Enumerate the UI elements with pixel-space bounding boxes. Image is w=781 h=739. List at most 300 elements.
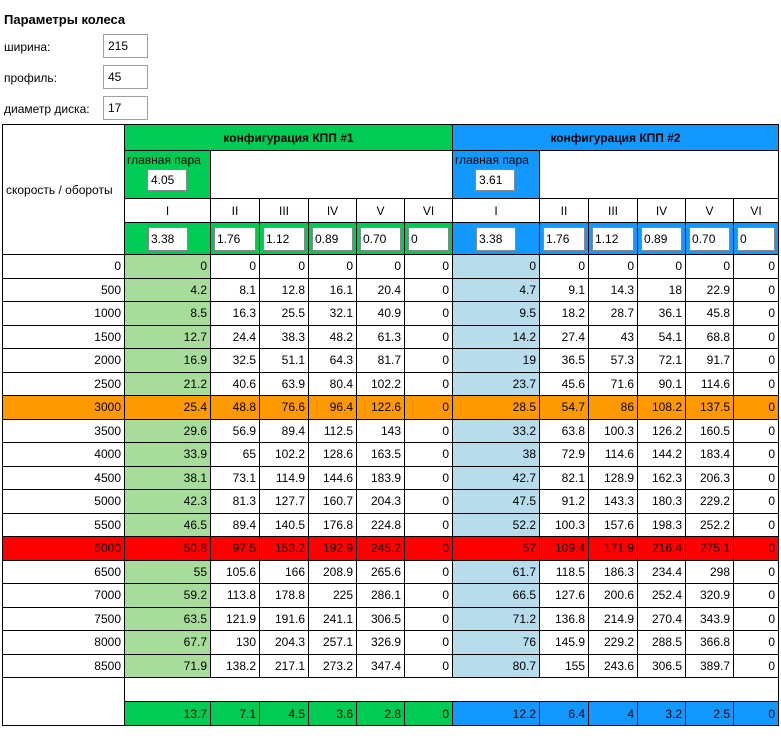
speed-cell: 4.2 xyxy=(125,278,211,302)
result-cell: 12.2 xyxy=(453,702,540,726)
speed-cell: 23.7 xyxy=(453,372,540,396)
speed-cell: 216.4 xyxy=(638,537,686,561)
result-cell: 2.5 xyxy=(686,702,734,726)
config1-blank xyxy=(211,151,453,199)
config2-gear-cell-6 xyxy=(734,223,779,255)
wheel-params-panel xyxy=(0,0,781,124)
speed-cell: 347.4 xyxy=(357,654,405,678)
speed-cell: 36.5 xyxy=(540,349,589,373)
table-row xyxy=(3,349,779,373)
speed-cell: 0 xyxy=(734,513,779,537)
speed-cell: 157.6 xyxy=(589,513,638,537)
speed-cell: 0 xyxy=(405,443,453,467)
speed-cell: 0 xyxy=(734,466,779,490)
result-cell: 0 xyxy=(405,702,453,726)
table-row xyxy=(3,584,779,608)
speed-cell: 0 xyxy=(734,372,779,396)
speed-cell: 91.2 xyxy=(540,490,589,514)
config2-title: конфигурация КПП #2 xyxy=(453,125,779,151)
speed-cell: 91.7 xyxy=(686,349,734,373)
speed-cell: 0 xyxy=(211,255,260,279)
speed-cell: 47.5 xyxy=(453,490,540,514)
speed-table xyxy=(2,124,779,726)
config1-gear-input-1[interactable] xyxy=(148,227,188,251)
rpm-cell: 2500 xyxy=(3,372,125,396)
speed-cell: 76.6 xyxy=(260,396,309,420)
speed-cell: 162.3 xyxy=(638,466,686,490)
speed-cell: 275.1 xyxy=(686,537,734,561)
speed-cell: 68.8 xyxy=(686,325,734,349)
speed-cell: 14.3 xyxy=(589,278,638,302)
config2-main-pair-input[interactable] xyxy=(475,169,515,191)
config2-gear-cell-4 xyxy=(638,223,686,255)
config2-gear-cell-5 xyxy=(686,223,734,255)
config1-gear-cell-1 xyxy=(125,223,211,255)
config2-gear-cell-1 xyxy=(453,223,540,255)
table-row xyxy=(3,537,779,561)
speed-cell: 0 xyxy=(734,396,779,420)
speed-cell: 144.2 xyxy=(638,443,686,467)
wheel-params-title: Параметры колеса xyxy=(4,12,126,27)
speed-cell: 40.6 xyxy=(211,372,260,396)
speed-cell: 109.4 xyxy=(540,537,589,561)
speed-cell: 48.2 xyxy=(309,325,357,349)
speed-cell: 63.5 xyxy=(125,607,211,631)
speed-cell: 9.5 xyxy=(453,302,540,326)
result-cell: 0 xyxy=(734,702,779,726)
width-input[interactable] xyxy=(103,34,148,58)
config2-blank xyxy=(540,151,779,199)
rpm-cell: 4000 xyxy=(3,443,125,467)
speed-cell: 54.1 xyxy=(638,325,686,349)
speed-cell: 16.3 xyxy=(211,302,260,326)
result-cell: 7.1 xyxy=(211,702,260,726)
speed-cell: 366.8 xyxy=(686,631,734,655)
speed-cell: 42.7 xyxy=(453,466,540,490)
speed-cell: 32.1 xyxy=(309,302,357,326)
speed-cell: 0 xyxy=(405,419,453,443)
speed-cell: 136.8 xyxy=(540,607,589,631)
diameter-input[interactable] xyxy=(103,96,148,120)
speed-cell: 0 xyxy=(405,537,453,561)
speed-cell: 204.3 xyxy=(357,490,405,514)
speed-cell: 33.9 xyxy=(125,443,211,467)
config1-gear-label-1: I xyxy=(125,199,211,223)
speed-cell: 183.9 xyxy=(357,466,405,490)
rpm-cell: 8000 xyxy=(3,631,125,655)
speed-cell: 155 xyxy=(540,654,589,678)
config2-gear-input-6[interactable] xyxy=(737,227,775,251)
speed-cell: 224.8 xyxy=(357,513,405,537)
speed-cell: 306.5 xyxy=(357,607,405,631)
config2-gear-label-3: III xyxy=(589,199,638,223)
rpm-cell: 2000 xyxy=(3,349,125,373)
speed-cell: 183.4 xyxy=(686,443,734,467)
speed-cell: 0 xyxy=(405,607,453,631)
spacer-fill xyxy=(125,678,779,702)
speed-cell: 214.9 xyxy=(589,607,638,631)
speed-cell: 229.2 xyxy=(686,490,734,514)
speed-cell: 100.3 xyxy=(589,419,638,443)
speed-cell: 234.4 xyxy=(638,560,686,584)
speed-cell: 18.2 xyxy=(540,302,589,326)
speed-cell: 72.9 xyxy=(540,443,589,467)
speed-cell: 0 xyxy=(405,490,453,514)
speed-cell: 0 xyxy=(405,325,453,349)
config2-gear-input-2[interactable] xyxy=(543,227,585,251)
rpm-cell: 0 xyxy=(3,255,125,279)
profile-input[interactable] xyxy=(103,65,148,89)
config2-gear-label-5: V xyxy=(686,199,734,223)
speed-cell: 42.3 xyxy=(125,490,211,514)
rpm-cell: 5000 xyxy=(3,490,125,514)
speed-cell: 89.4 xyxy=(211,513,260,537)
speed-cell: 145.9 xyxy=(540,631,589,655)
speed-cell: 0 xyxy=(638,255,686,279)
speed-cell: 389.7 xyxy=(686,654,734,678)
speed-cell: 257.1 xyxy=(309,631,357,655)
speed-cell: 81.3 xyxy=(211,490,260,514)
config1-gear-cell-3 xyxy=(260,223,309,255)
config1-gear-cell-4 xyxy=(309,223,357,255)
speed-cell: 27.4 xyxy=(540,325,589,349)
rpm-cell: 500 xyxy=(3,278,125,302)
config1-gear-cell-2 xyxy=(211,223,260,255)
speed-cell: 0 xyxy=(734,560,779,584)
result-cell: 6.4 xyxy=(540,702,589,726)
result-cell: 4 xyxy=(589,702,638,726)
speed-cell: 96.4 xyxy=(309,396,357,420)
speed-cell: 33.2 xyxy=(453,419,540,443)
speed-cell: 18 xyxy=(638,278,686,302)
speed-cell: 0 xyxy=(405,560,453,584)
speed-cell: 73.1 xyxy=(211,466,260,490)
speed-cell: 28.7 xyxy=(589,302,638,326)
speed-cell: 138.2 xyxy=(211,654,260,678)
speed-cell: 59.2 xyxy=(125,584,211,608)
speed-cell: 198.3 xyxy=(638,513,686,537)
speed-cell: 241.1 xyxy=(309,607,357,631)
speed-cell: 192.9 xyxy=(309,537,357,561)
config2-gear-label-4: IV xyxy=(638,199,686,223)
speed-cell: 229.2 xyxy=(589,631,638,655)
speed-cell: 86 xyxy=(589,396,638,420)
config1-title: конфигурация КПП #1 xyxy=(125,125,453,151)
table-row xyxy=(3,654,779,678)
speed-cell: 143 xyxy=(357,419,405,443)
config1-gear-input-2[interactable] xyxy=(214,227,256,251)
speed-cell: 0 xyxy=(453,255,540,279)
speed-cell: 0 xyxy=(260,255,309,279)
speed-cell: 63.8 xyxy=(540,419,589,443)
speed-cell: 118.5 xyxy=(540,560,589,584)
result-cell: 3.2 xyxy=(638,702,686,726)
rpm-cell: 6000 xyxy=(3,537,125,561)
speed-cell: 306.5 xyxy=(638,654,686,678)
speed-cell: 64.3 xyxy=(309,349,357,373)
speed-cell: 0 xyxy=(405,584,453,608)
speed-cell: 108.2 xyxy=(638,396,686,420)
speed-cell: 36.1 xyxy=(638,302,686,326)
speed-cell: 206.3 xyxy=(686,466,734,490)
speed-cell: 25.5 xyxy=(260,302,309,326)
table-row xyxy=(3,325,779,349)
speed-cell: 28.5 xyxy=(453,396,540,420)
speed-cell: 273.2 xyxy=(309,654,357,678)
speed-cell: 121.9 xyxy=(211,607,260,631)
speed-cell: 0 xyxy=(405,372,453,396)
speed-cell: 61.3 xyxy=(357,325,405,349)
speed-cell: 265.6 xyxy=(357,560,405,584)
speed-cell: 100.3 xyxy=(540,513,589,537)
speed-cell: 0 xyxy=(734,255,779,279)
speed-cell: 38.3 xyxy=(260,325,309,349)
speed-cell: 128.6 xyxy=(309,443,357,467)
speed-cell: 12.7 xyxy=(125,325,211,349)
speed-cell: 22.9 xyxy=(686,278,734,302)
table-row xyxy=(3,302,779,326)
speed-cell: 0 xyxy=(734,584,779,608)
config2-main-pair-cell xyxy=(453,151,540,199)
speed-cell: 105.6 xyxy=(211,560,260,584)
speed-cell: 113.8 xyxy=(211,584,260,608)
speed-cell: 153.2 xyxy=(260,537,309,561)
speed-cell: 0 xyxy=(734,325,779,349)
speed-cell: 45.8 xyxy=(686,302,734,326)
speed-cell: 57 xyxy=(453,537,540,561)
speed-cell: 0 xyxy=(734,490,779,514)
speed-cell: 0 xyxy=(734,278,779,302)
speed-cell: 144.6 xyxy=(309,466,357,490)
speed-cell: 126.2 xyxy=(638,419,686,443)
speed-cell: 0 xyxy=(734,537,779,561)
speed-cell: 128.9 xyxy=(589,466,638,490)
speed-cell: 63.9 xyxy=(260,372,309,396)
speed-cell: 114.6 xyxy=(686,372,734,396)
speed-cell: 71.9 xyxy=(125,654,211,678)
config2-gear-cell-2 xyxy=(540,223,589,255)
config1-gear-input-4[interactable] xyxy=(312,227,353,251)
speed-cell: 0 xyxy=(405,255,453,279)
speed-cell: 48.8 xyxy=(211,396,260,420)
speed-cell: 191.6 xyxy=(260,607,309,631)
config2-gear-input-3[interactable] xyxy=(592,227,634,251)
config1-main-pair-label: главная пара xyxy=(127,153,201,167)
speed-cell: 38 xyxy=(453,443,540,467)
speed-cell: 71.6 xyxy=(589,372,638,396)
rpm-cell: 8500 xyxy=(3,654,125,678)
config1-gear-label-3: III xyxy=(260,199,309,223)
result-cell: 4.5 xyxy=(260,702,309,726)
speed-cell: 43 xyxy=(589,325,638,349)
speed-cell: 55 xyxy=(125,560,211,584)
config2-gear-input-5[interactable] xyxy=(689,227,730,251)
speed-cell: 89.4 xyxy=(260,419,309,443)
speed-cell: 0 xyxy=(405,278,453,302)
speed-cell: 61.7 xyxy=(453,560,540,584)
speed-cell: 326.9 xyxy=(357,631,405,655)
speed-cell: 114.6 xyxy=(589,443,638,467)
speed-cell: 32.5 xyxy=(211,349,260,373)
table-row xyxy=(3,278,779,302)
speed-cell: 76 xyxy=(453,631,540,655)
config1-main-pair-cell xyxy=(125,151,211,199)
table-row xyxy=(3,607,779,631)
speed-cell: 288.5 xyxy=(638,631,686,655)
speed-cell: 204.3 xyxy=(260,631,309,655)
speed-cell: 245.2 xyxy=(357,537,405,561)
rpm-cell: 5500 xyxy=(3,513,125,537)
speed-cell: 114.9 xyxy=(260,466,309,490)
speed-cell: 72.1 xyxy=(638,349,686,373)
speed-cell: 97.5 xyxy=(211,537,260,561)
speed-cell: 51.1 xyxy=(260,349,309,373)
speed-cell: 16.1 xyxy=(309,278,357,302)
speed-cell: 160.7 xyxy=(309,490,357,514)
speed-cell: 102.2 xyxy=(260,443,309,467)
config1-gear-label-2: II xyxy=(211,199,260,223)
speed-cell: 0 xyxy=(734,654,779,678)
speed-cell: 0 xyxy=(734,419,779,443)
speed-cell: 46.5 xyxy=(125,513,211,537)
speed-cell: 102.2 xyxy=(357,372,405,396)
speed-cell: 252.4 xyxy=(638,584,686,608)
table-row xyxy=(3,513,779,537)
speed-cell: 243.6 xyxy=(589,654,638,678)
speed-cell: 67.7 xyxy=(125,631,211,655)
speed-cell: 225 xyxy=(309,584,357,608)
config2-gear-input-1[interactable] xyxy=(476,227,516,251)
speed-cell: 81.7 xyxy=(357,349,405,373)
rpm-cell: 3000 xyxy=(3,396,125,420)
speed-cell: 29.6 xyxy=(125,419,211,443)
spacer-row xyxy=(3,678,779,702)
speed-cell: 343.9 xyxy=(686,607,734,631)
table-row xyxy=(3,419,779,443)
width-label: ширина: xyxy=(4,40,51,54)
config1-gear-cell-6 xyxy=(405,223,453,255)
config1-gear-input-6[interactable] xyxy=(408,227,449,251)
speed-cell: 0 xyxy=(734,607,779,631)
speed-cell: 0 xyxy=(734,349,779,373)
speed-cell: 0 xyxy=(405,466,453,490)
speed-cell: 0 xyxy=(734,302,779,326)
speed-cell: 166 xyxy=(260,560,309,584)
speed-cell: 90.1 xyxy=(638,372,686,396)
speed-cell: 52.2 xyxy=(453,513,540,537)
speed-cell: 186.3 xyxy=(589,560,638,584)
config1-main-pair-input[interactable] xyxy=(147,169,187,191)
speed-cell: 21.2 xyxy=(125,372,211,396)
speed-cell: 0 xyxy=(125,255,211,279)
table-row xyxy=(3,560,779,584)
config2-gear-cell-3 xyxy=(589,223,638,255)
speed-cell: 20.4 xyxy=(357,278,405,302)
speed-cell: 0 xyxy=(686,255,734,279)
speed-cell: 24.4 xyxy=(211,325,260,349)
table-row xyxy=(3,396,779,420)
config1-gear-label-5: V xyxy=(357,199,405,223)
speed-cell: 163.5 xyxy=(357,443,405,467)
speed-cell: 0 xyxy=(734,443,779,467)
config1-gear-label-4: IV xyxy=(309,199,357,223)
speed-cell: 4.7 xyxy=(453,278,540,302)
table-row xyxy=(3,631,779,655)
speed-cell: 14.2 xyxy=(453,325,540,349)
profile-label: профиль: xyxy=(4,71,58,85)
speed-cell: 127.7 xyxy=(260,490,309,514)
speed-cell: 112.5 xyxy=(309,419,357,443)
speed-cell: 298 xyxy=(686,560,734,584)
speed-cell: 80.4 xyxy=(309,372,357,396)
speed-cell: 16.9 xyxy=(125,349,211,373)
table-row xyxy=(3,490,779,514)
speed-cell: 0 xyxy=(405,349,453,373)
speed-cell: 130 xyxy=(211,631,260,655)
speed-cell: 66.5 xyxy=(453,584,540,608)
config1-gear-input-3[interactable] xyxy=(263,227,305,251)
rpm-cell: 6500 xyxy=(3,560,125,584)
speed-cell: 9.1 xyxy=(540,278,589,302)
speed-cell: 270.4 xyxy=(638,607,686,631)
speed-cell: 160.5 xyxy=(686,419,734,443)
config2-gear-label-1: I xyxy=(453,199,540,223)
rpm-cell: 7000 xyxy=(3,584,125,608)
speed-cell: 137.5 xyxy=(686,396,734,420)
speed-cell: 0 xyxy=(405,631,453,655)
speed-cell: 8.1 xyxy=(211,278,260,302)
config1-gear-cell-5 xyxy=(357,223,405,255)
speed-cell: 320.9 xyxy=(686,584,734,608)
speed-cell: 57.3 xyxy=(589,349,638,373)
speed-cell: 0 xyxy=(589,255,638,279)
diameter-label: диаметр диска: xyxy=(4,102,90,116)
speed-cell: 208.9 xyxy=(309,560,357,584)
speed-cell: 12.8 xyxy=(260,278,309,302)
speed-cell: 0 xyxy=(734,631,779,655)
speed-cell: 180.3 xyxy=(638,490,686,514)
config1-gear-input-5[interactable] xyxy=(360,227,401,251)
speed-cell: 50.8 xyxy=(125,537,211,561)
speed-cell: 45.6 xyxy=(540,372,589,396)
result-cell: 13.7 xyxy=(125,702,211,726)
config2-gear-label-6: VI xyxy=(734,199,779,223)
speed-cell: 19 xyxy=(453,349,540,373)
speed-cell: 143.3 xyxy=(589,490,638,514)
config2-gear-label-2: II xyxy=(540,199,589,223)
table-row xyxy=(3,466,779,490)
speed-cell: 176.8 xyxy=(309,513,357,537)
config2-gear-input-4[interactable] xyxy=(641,227,682,251)
speed-cell: 8.5 xyxy=(125,302,211,326)
speed-cell: 286.1 xyxy=(357,584,405,608)
table-row xyxy=(3,372,779,396)
config1-gear-label-6: VI xyxy=(405,199,453,223)
speed-cell: 0 xyxy=(405,396,453,420)
speed-cell: 82.1 xyxy=(540,466,589,490)
speed-cell: 200.6 xyxy=(589,584,638,608)
speed-cell: 0 xyxy=(405,654,453,678)
speed-cell: 40.9 xyxy=(357,302,405,326)
result-cell: 3.6 xyxy=(309,702,357,726)
speed-cell: 0 xyxy=(540,255,589,279)
rpm-cell: 1000 xyxy=(3,302,125,326)
speed-cell: 25.4 xyxy=(125,396,211,420)
speed-cell: 252.2 xyxy=(686,513,734,537)
result-cell: 2.8 xyxy=(357,702,405,726)
rpm-cell: 1500 xyxy=(3,325,125,349)
speed-cell: 54.7 xyxy=(540,396,589,420)
